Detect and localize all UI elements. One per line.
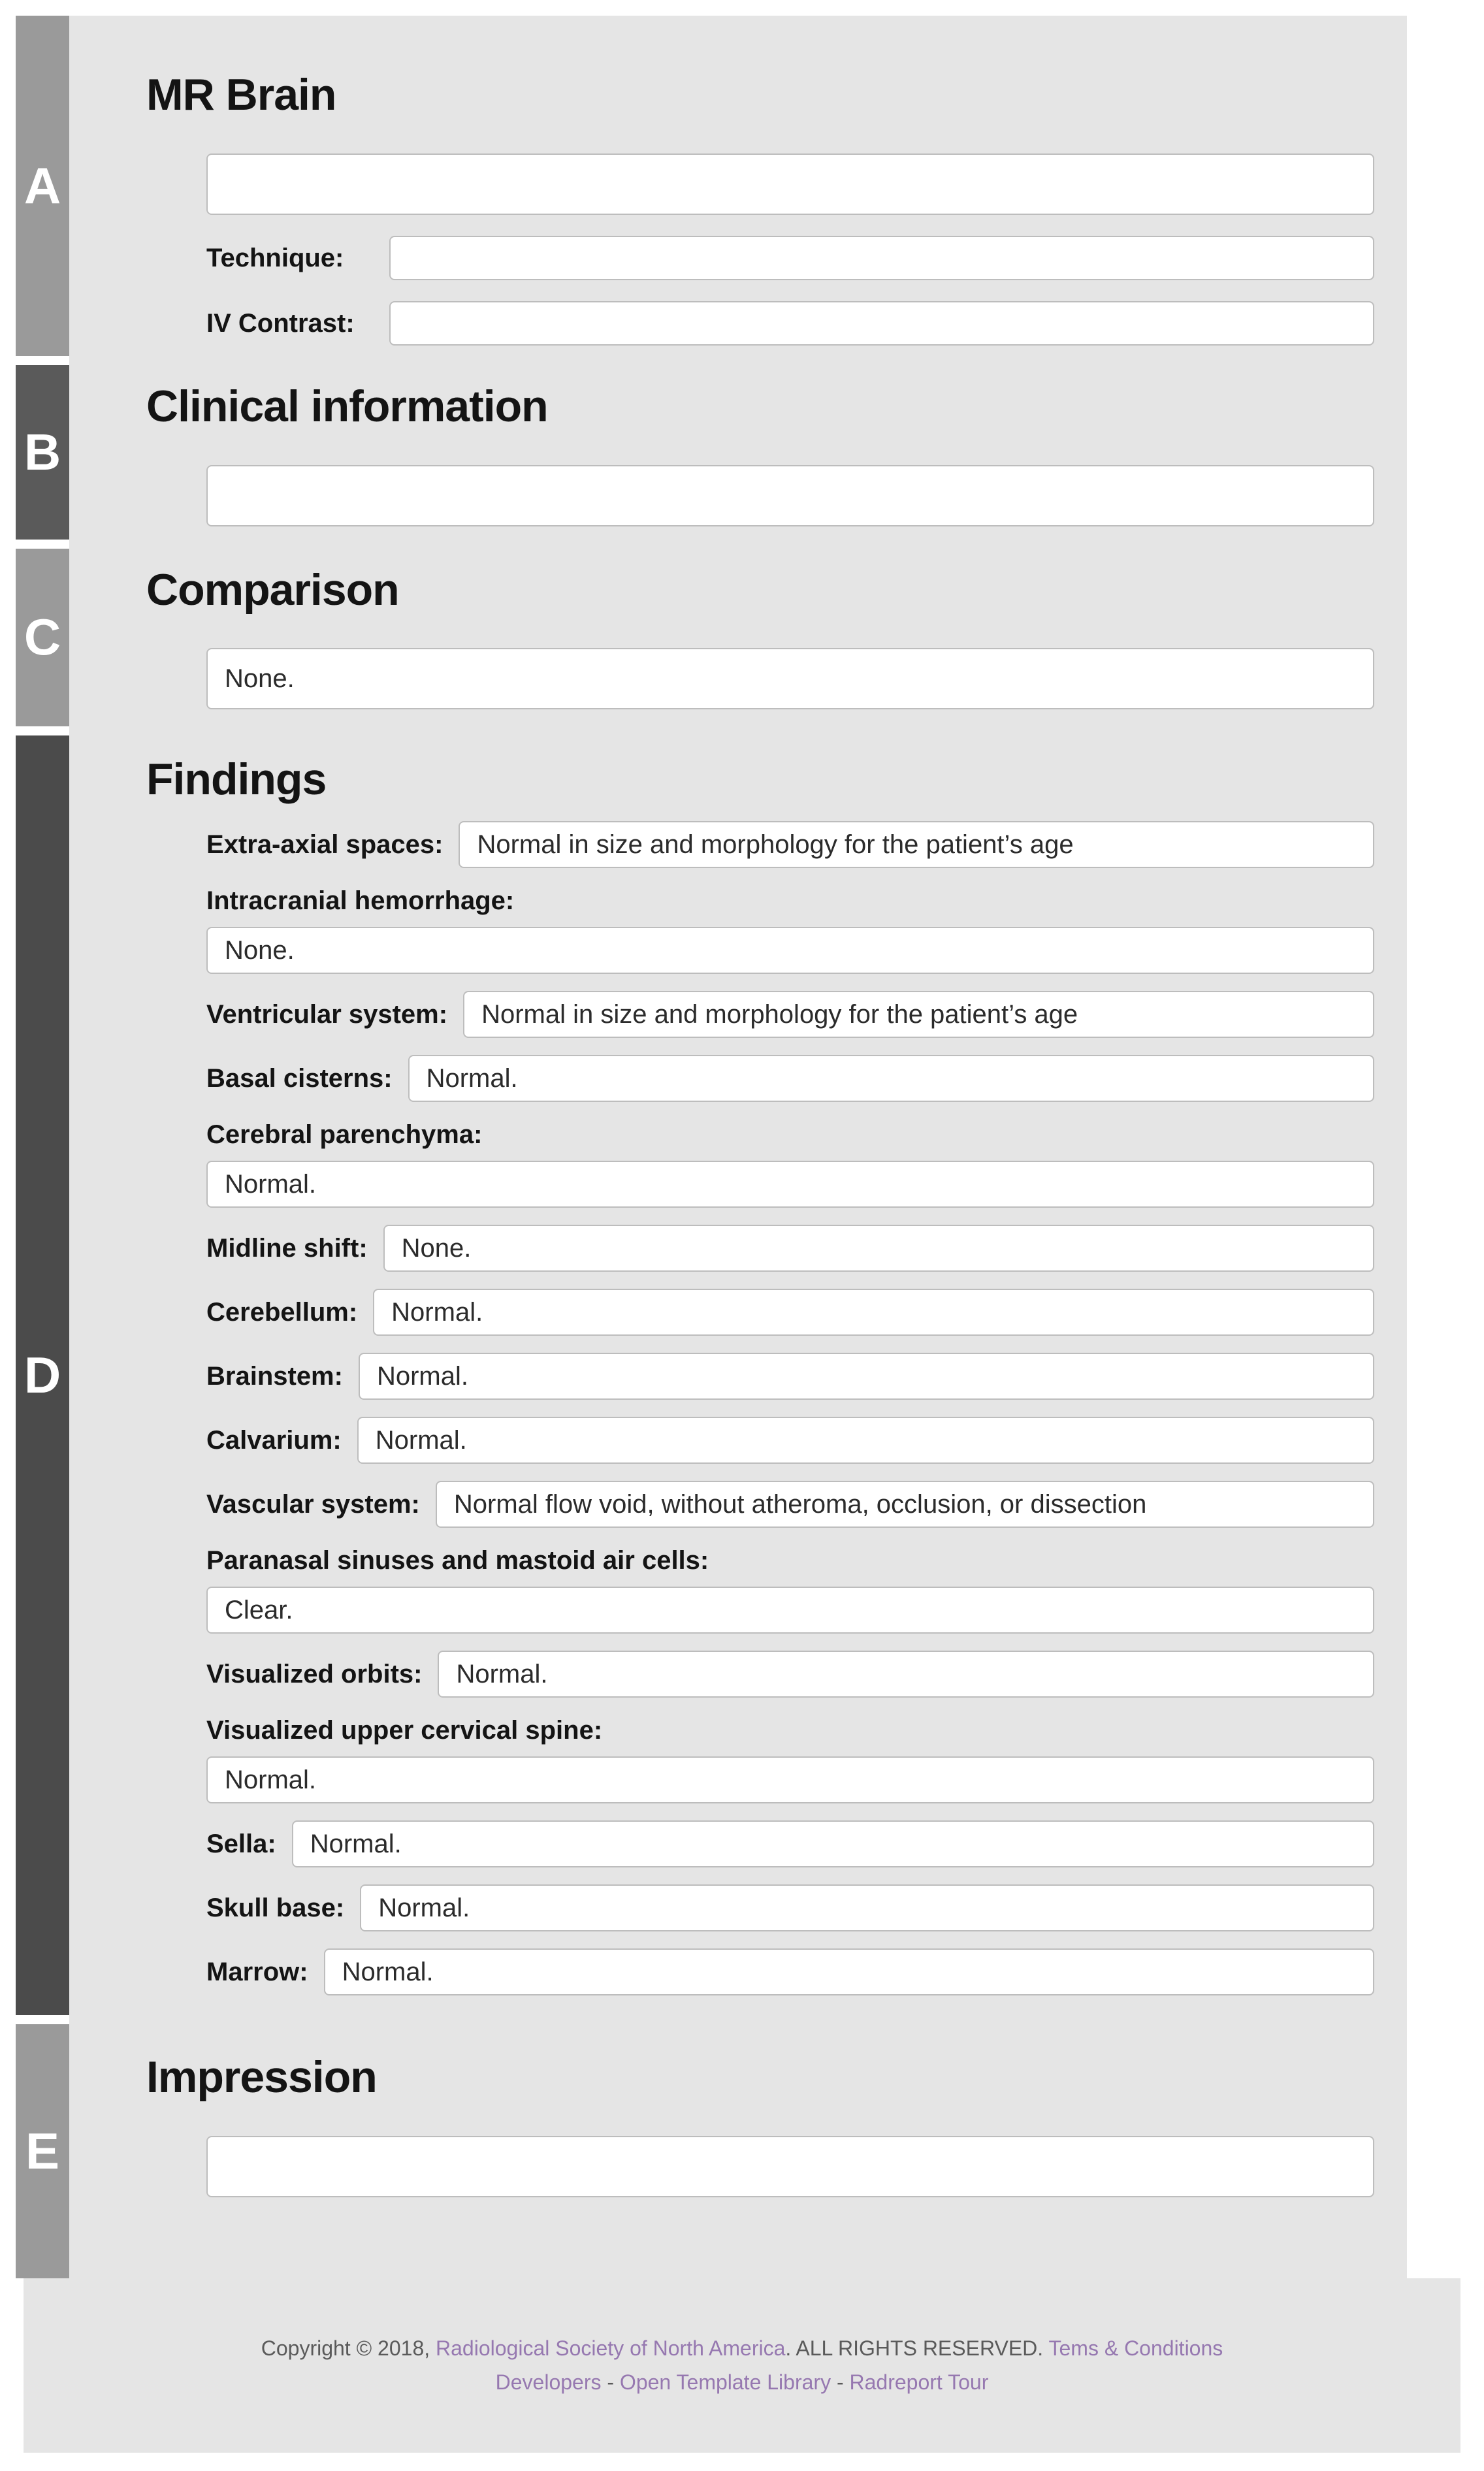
section-procedure [16, 16, 1407, 365]
finding-input-paranasal-sinuses[interactable]: Clear. [206, 1587, 1374, 1634]
finding-input-calvarium[interactable]: Normal. [357, 1417, 1374, 1464]
link-rsna[interactable]: Radiological Society of North America [436, 2336, 786, 2360]
finding-input-skull-base[interactable]: Normal. [360, 1884, 1374, 1931]
technique-row [206, 236, 1374, 280]
clinical-input[interactable] [206, 465, 1374, 526]
report-body [16, 16, 1407, 2278]
finding-row-paranasal-sinuses [206, 1545, 1374, 1634]
finding-input-basal-cisterns[interactable]: Normal. [408, 1055, 1374, 1102]
iv-contrast-row [206, 301, 1374, 346]
section-marker-col-b [16, 365, 69, 549]
impression-title: Impression [146, 2052, 377, 2103]
finding-input-intracranial-hemorrhage[interactable]: None. [206, 927, 1374, 974]
section-findings-content [69, 735, 1407, 2024]
finding-input-cerebral-parenchyma[interactable]: Normal. [206, 1161, 1374, 1208]
section-impression [16, 2024, 1407, 2278]
finding-input-midline-shift[interactable]: None. [383, 1225, 1374, 1272]
finding-label-cerebellum: Cerebellum: [206, 1298, 358, 1327]
finding-row-midline-shift [206, 1225, 1374, 1272]
finding-input-sella[interactable]: Normal. [292, 1820, 1374, 1867]
link-open-template-library[interactable]: Open Template Library [619, 2370, 831, 2395]
finding-label-brainstem: Brainstem: [206, 1362, 343, 1391]
technique-input[interactable] [389, 236, 1374, 280]
finding-row-intracranial-hemorrhage [206, 885, 1374, 974]
iv-contrast-input[interactable] [389, 301, 1374, 346]
comparison-input[interactable]: None. [206, 648, 1374, 709]
finding-row-marrow [206, 1948, 1374, 1995]
finding-input-upper-cervical-spine[interactable]: Normal. [206, 1756, 1374, 1803]
finding-label-upper-cervical-spine: Visualized upper cervical spine: [206, 1716, 603, 1745]
link-radreport-tour[interactable]: Radreport Tour [849, 2370, 989, 2395]
rights-text: . ALL RIGHTS RESERVED. [785, 2336, 1049, 2360]
section-comparison-content [69, 549, 1407, 736]
finding-row-calvarium [206, 1417, 1374, 1464]
section-marker-e: E [16, 2024, 69, 2278]
copyright-text: Copyright © 2018, [261, 2336, 436, 2360]
link-terms-and-conditions[interactable]: Tems & Conditions [1048, 2336, 1223, 2360]
section-comparison [16, 549, 1407, 736]
section-marker-b: B [16, 365, 69, 540]
finding-row-extra-axial-spaces [206, 821, 1374, 868]
section-clinical [16, 365, 1407, 549]
section-marker-col-c [16, 549, 69, 736]
finding-label-basal-cisterns: Basal cisterns: [206, 1064, 393, 1093]
finding-row-brainstem [206, 1353, 1374, 1400]
finding-label-visualized-orbits: Visualized orbits: [206, 1660, 423, 1689]
section-marker-col-a [16, 16, 69, 365]
footer-copyright-line [261, 2331, 1223, 2366]
comparison-title: Comparison [146, 564, 399, 615]
finding-row-vascular-system [206, 1481, 1374, 1528]
procedure-title: MR Brain [146, 70, 336, 120]
finding-row-basal-cisterns [206, 1055, 1374, 1102]
procedure-input[interactable] [206, 153, 1374, 215]
finding-label-skull-base: Skull base: [206, 1894, 345, 1923]
finding-row-cerebellum [206, 1289, 1374, 1336]
footer-separator: - [831, 2370, 850, 2395]
finding-row-cerebral-parenchyma [206, 1119, 1374, 1208]
finding-input-marrow[interactable]: Normal. [324, 1948, 1374, 1995]
finding-row-skull-base [206, 1884, 1374, 1931]
section-impression-content [69, 2024, 1407, 2278]
finding-row-upper-cervical-spine [206, 1715, 1374, 1803]
footer-links-line [496, 2365, 989, 2400]
finding-label-calvarium: Calvarium: [206, 1426, 342, 1455]
section-findings [16, 735, 1407, 2024]
link-developers[interactable]: Developers [495, 2370, 602, 2395]
finding-row-sella [206, 1820, 1374, 1867]
footer-separator: - [601, 2370, 620, 2395]
section-marker-a: A [16, 16, 69, 356]
finding-label-ventricular-system: Ventricular system: [206, 1000, 448, 1029]
finding-label-sella: Sella: [206, 1830, 276, 1859]
finding-label-marrow: Marrow: [206, 1958, 308, 1987]
finding-input-cerebellum[interactable]: Normal. [373, 1289, 1374, 1336]
findings-title: Findings [146, 754, 327, 805]
finding-label-midline-shift: Midline shift: [206, 1234, 368, 1263]
impression-input[interactable] [206, 2136, 1374, 2197]
section-marker-d: D [16, 735, 69, 2015]
section-marker-col-e [16, 2024, 69, 2278]
section-marker-col-d [16, 735, 69, 2024]
finding-input-brainstem[interactable]: Normal. [359, 1353, 1374, 1400]
finding-label-extra-axial-spaces: Extra-axial spaces: [206, 830, 444, 860]
clinical-title: Clinical information [146, 381, 548, 431]
section-clinical-content [69, 365, 1407, 549]
section-marker-c: C [16, 549, 69, 727]
finding-label-intracranial-hemorrhage: Intracranial hemorrhage: [206, 886, 515, 916]
page-footer [24, 2278, 1460, 2453]
finding-row-ventricular-system [206, 991, 1374, 1038]
finding-row-visualized-orbits [206, 1651, 1374, 1698]
finding-input-vascular-system[interactable]: Normal flow void, without atheroma, occlusion, or dissection [436, 1481, 1374, 1528]
technique-label: Technique: [206, 243, 344, 272]
finding-label-paranasal-sinuses: Paranasal sinuses and mastoid air cells: [206, 1546, 709, 1575]
finding-input-extra-axial-spaces[interactable]: Normal in size and morphology for the patient’s age [459, 821, 1374, 868]
finding-input-ventricular-system[interactable]: Normal in size and morphology for the patient’s age [463, 991, 1374, 1038]
finding-label-cerebral-parenchyma: Cerebral parenchyma: [206, 1120, 483, 1150]
finding-input-visualized-orbits[interactable]: Normal. [438, 1651, 1374, 1698]
iv-contrast-label: IV Contrast: [206, 308, 355, 338]
section-procedure-content [69, 16, 1407, 365]
finding-label-vascular-system: Vascular system: [206, 1490, 420, 1519]
